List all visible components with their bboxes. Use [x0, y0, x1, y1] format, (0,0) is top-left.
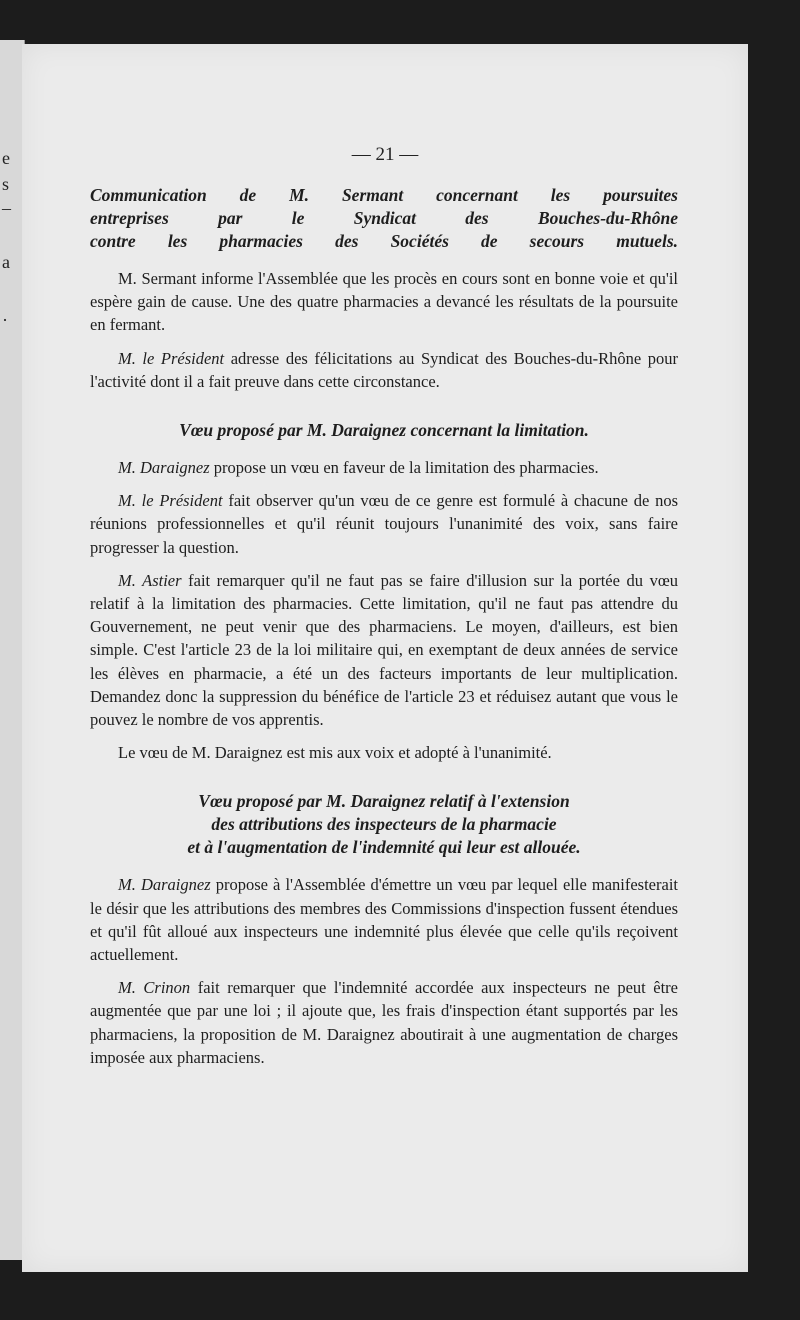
facing-page-fragment: s	[2, 174, 10, 194]
facing-page-fragment: e	[2, 148, 10, 168]
page-body	[90, 184, 678, 1079]
paragraph-text: propose un vœu en faveur de la limitation des pharmacies.	[209, 458, 599, 478]
speaker-name: M. Daraignez	[118, 875, 211, 895]
page-number: — 21 —	[351, 144, 419, 165]
paragraph	[90, 489, 678, 559]
speaker-name: M. Crinon	[118, 978, 191, 998]
paragraph-text: Le vœu de M. Daraignez est mis aux voix et adopté à l'unanimité.	[118, 743, 552, 763]
facing-page-fragment: –	[2, 198, 11, 218]
paragraph	[90, 267, 678, 337]
paragraph-text: M. Sermant informe l'Assemblée que les procès en cours sont en bonne voie et qu'il espère gain de cause. Une des quatre pharmacies a devancé les résultats de la poursuite en fermant.	[90, 269, 678, 335]
document-page	[22, 44, 748, 1272]
paragraph	[90, 456, 678, 479]
facing-page-fragment: ·	[2, 310, 8, 330]
paragraph-text: fait observer qu'un vœu de ce genre est formulé à chacune de nos réunions professionnelles et qu'il réunit toujours l'unanimité des voix, sans faire progresser la question.	[90, 491, 679, 557]
speaker-name: M. le Président	[118, 491, 223, 511]
section-heading: Communication de M. Sermant concernant les poursuites entreprises par le Syndicat des Bouches-du-Rhône contre les pharmacies des Sociétés de secours mutuels.	[90, 185, 678, 251]
speaker-name: M. le Président	[118, 348, 225, 368]
speaker-name: M. Daraignez	[118, 458, 210, 478]
facing-page-fragment: a	[2, 252, 10, 272]
paragraph-text: fait remarquer qu'il ne faut pas se faire d'illusion sur la portée du vœu relatif à la limitation des pharmacies. Cette limitation, qu'il ne faut pas attendre du Gouvernement, ne peut venir que des pharmaciens. Le moyen, d'ailleurs, est bien simple. C'est l'article 23 de la loi militaire qui, en exemptant de deux années de service les élèves en pharmacie, a été un des facteurs importants de leur multiplication. Demandez donc la suppression du bénéfice de l'article 23 et réduisez autant que vous le pouvez le nombre de vos apprentis.	[90, 570, 678, 730]
section-heading: Vœu proposé par M. Daraignez concernant la limitation.	[179, 420, 589, 441]
paragraph	[90, 741, 678, 764]
section-heading: Vœu proposé par M. Daraignez relatif à l'extension des attributions des inspecteurs de la pharmacie et à l'augmentation de l'indemnité qui leur est allouée.	[187, 791, 581, 858]
paragraph	[90, 976, 678, 1069]
paragraph	[90, 873, 678, 966]
paragraph-text: fait remarquer que l'indemnité accordée aux inspecteurs ne peut être augmentée que par une loi ; il ajoute que, les frais d'inspection étant supportés par les pharmaciens, la proposition de M. Daraignez aboutirait à une augmentation de charges imposée aux pharmaciens.	[90, 978, 678, 1067]
paragraph-text: propose à l'Assemblée d'émettre un vœu par lequel elle manifesterait le désir que les attributions des membres des Commissions d'inspection fussent étendues et qu'il fût alloué aux inspecteurs une indemnité plus élevée que celle qu'ils reçoivent actuellement.	[90, 875, 678, 965]
paragraph	[90, 347, 678, 393]
speaker-name: M. Astier	[118, 570, 182, 590]
paragraph-text: adresse des félicitations au Syndicat des Bouches-du-Rhône pour l'activité dont il a fait preuve dans cette circonstance.	[90, 348, 679, 391]
paragraph	[90, 569, 678, 731]
